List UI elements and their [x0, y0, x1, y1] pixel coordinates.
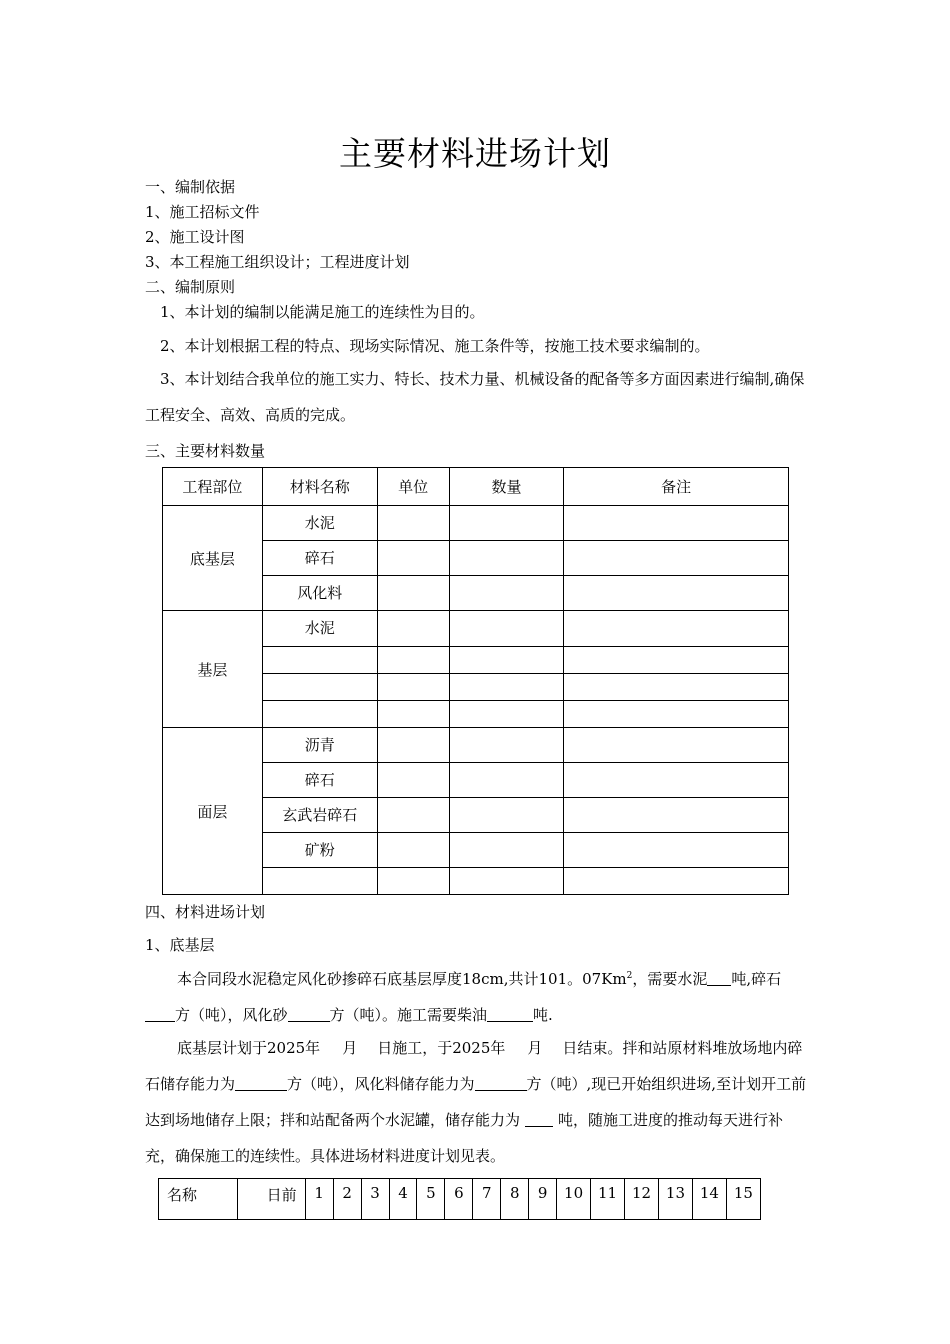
material-cell	[262, 674, 377, 701]
schedule-table	[158, 1178, 761, 1220]
table-header: 12	[625, 1179, 659, 1220]
material-cell: 碎石	[262, 541, 377, 576]
table-header: 7	[473, 1179, 501, 1220]
table-header: 数量	[449, 468, 564, 506]
table-header: 1	[305, 1179, 333, 1220]
table-header: 11	[591, 1179, 625, 1220]
page-title: 主要材料进场计划	[339, 134, 611, 173]
fill-blank	[525, 1112, 553, 1127]
part-cell: 底基层	[163, 506, 263, 611]
fill-blank	[145, 1007, 175, 1022]
subsection-heading: 1、底基层	[145, 936, 215, 954]
fill-blank	[475, 1076, 527, 1091]
table-header: 2	[333, 1179, 361, 1220]
principle-item: 3、本计划结合我单位的施工实力、特长、技术力量、机械设备的配备等多方面因素进行编制,确保工程安全、高效、高质的完成。	[145, 370, 805, 424]
table-header: 4	[389, 1179, 417, 1220]
material-cell: 玄武岩碎石	[262, 798, 377, 833]
table-header: 工程部位	[163, 468, 263, 506]
fill-blank	[487, 1007, 533, 1022]
section-heading: 一、编制依据	[145, 178, 236, 196]
part-cell: 基层	[163, 611, 263, 728]
list-item: 2、施工设计图	[145, 228, 245, 246]
fill-blank	[707, 971, 731, 986]
table-header: 13	[658, 1179, 692, 1220]
material-cell: 沥青	[262, 728, 377, 763]
principle-item: 2、本计划根据工程的特点、现场实际情况、施工条件等，按施工技术要求编制的。	[160, 337, 710, 355]
table-header: 日前	[237, 1179, 305, 1220]
section-heading: 三、主要材料数量	[145, 442, 266, 460]
material-cell	[262, 647, 377, 674]
fill-blank	[235, 1076, 287, 1091]
paragraph-base-course: 本合同段水泥稳定风化砂掺碎石底基层厚度18cm,共计101。07Km$^2$，需要水泥 吨,碎石方（吨），风化砂 方（吨）。施工需要柴油 吨.	[145, 958, 810, 1033]
list-item: 3、本工程施工组织设计；工程进度计划	[145, 253, 410, 271]
table-header: 9	[529, 1179, 557, 1220]
section-heading: 二、编制原则	[145, 278, 236, 296]
materials-table	[162, 467, 789, 895]
table-header: 6	[445, 1179, 473, 1220]
material-cell: 水泥	[262, 611, 377, 647]
fill-blank	[288, 1007, 330, 1022]
table-header: 5	[417, 1179, 445, 1220]
table-header: 3	[361, 1179, 389, 1220]
material-cell: 矿粉	[262, 833, 377, 868]
material-cell: 碎石	[262, 763, 377, 798]
material-cell	[262, 701, 377, 728]
table-header: 15	[726, 1179, 760, 1220]
list-item: 1、施工招标文件	[145, 203, 260, 221]
material-cell: 风化料	[262, 576, 377, 611]
material-cell: 水泥	[262, 506, 377, 541]
table-header: 10	[557, 1179, 591, 1220]
section-heading: 四、材料进场计划	[145, 903, 266, 921]
table-header: 8	[501, 1179, 529, 1220]
paragraph-schedule: 底基层计划于2025年 月 日施工，于2025年 月 日结束。拌和站原材料堆放场地内碎石储存能力为 方（吨），风化料储存能力为 方（吨）,现已开始组织进场,至计划开工前达到场地储存上限；拌和站配备两个水泥罐，储存能力为 吨，随施工进度的推动每天进行补充，确保施工的连续性。具体进场材料进度计划见表。	[145, 1039, 807, 1165]
part-cell: 面层	[163, 728, 263, 895]
table-header: 材料名称	[262, 468, 377, 506]
material-cell	[262, 868, 377, 895]
table-header: 备注	[564, 468, 789, 506]
table-header: 名称	[159, 1179, 238, 1220]
table-header: 单位	[377, 468, 449, 506]
table-header: 14	[692, 1179, 726, 1220]
principle-item: 1、本计划的编制以能满足施工的连续性为目的。	[160, 303, 485, 321]
